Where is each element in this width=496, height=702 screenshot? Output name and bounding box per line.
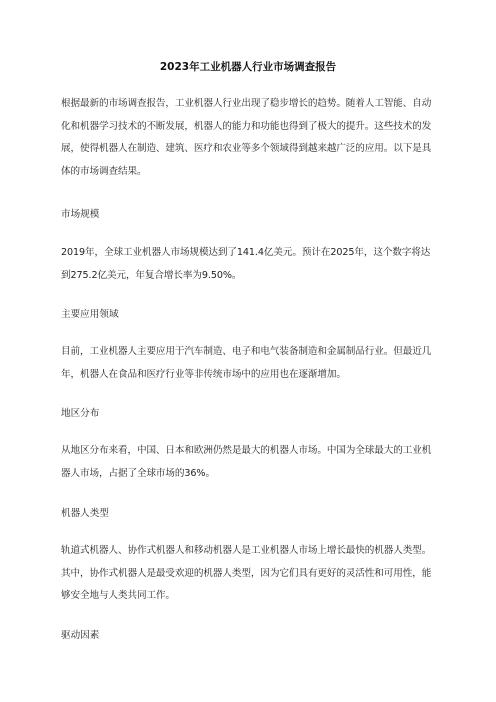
document-title: 2023年工业机器人行业市场调查报告 [159,61,337,73]
section-heading-regions: 地区分布 [61,408,100,419]
section-heading-applications: 主要应用领域 [61,309,119,320]
section-heading-robot-types: 机器人类型 [61,508,109,519]
section-body-market-size: 2019年，全球工业机器人市场规模达到了141.4亿美元。预计在2025年，这个数字将达到275.2亿美元，年复合增长率为9.50%。 [61,247,431,281]
section-body-robot-types: 轨道式机器人、协作式机器人和移动机器人是工业机器人市场上增长最快的机器人类型。其中，协作式机器人是最受欢迎的机器人类型，因为它们具有更好的灵活性和可用性，能够安全地与人类共同工作。 [61,545,432,601]
section-heading-drivers: 驱动因素 [61,630,100,641]
intro-paragraph: 根据最新的市场调查报告，工业机器人行业出现了稳步增长的趋势。随着人工智能、自动化和机器学习技术的不断发展，机器人的能力和功能也得到了极大的提升。这些技术的发展，使得机器人在制造、建筑、医疗和农业等多个领域得到越来越广泛的应用。以下是具体的市场调查结果。 [61,98,432,177]
section-body-regions: 从地区分布来看，中国、日本和欧洲仍然是最大的机器人市场。中国为全球最大的工业机器人市场，占据了全球市场的36%。 [61,445,432,479]
section-heading-market-size: 市场规模 [61,209,100,220]
section-body-applications: 目前，工业机器人主要应用于汽车制造、电子和电气装备制造和金属制品行业。但最近几年，机器人在食品和医疗行业等非传统市场中的应用也在逐渐增加。 [61,346,432,380]
